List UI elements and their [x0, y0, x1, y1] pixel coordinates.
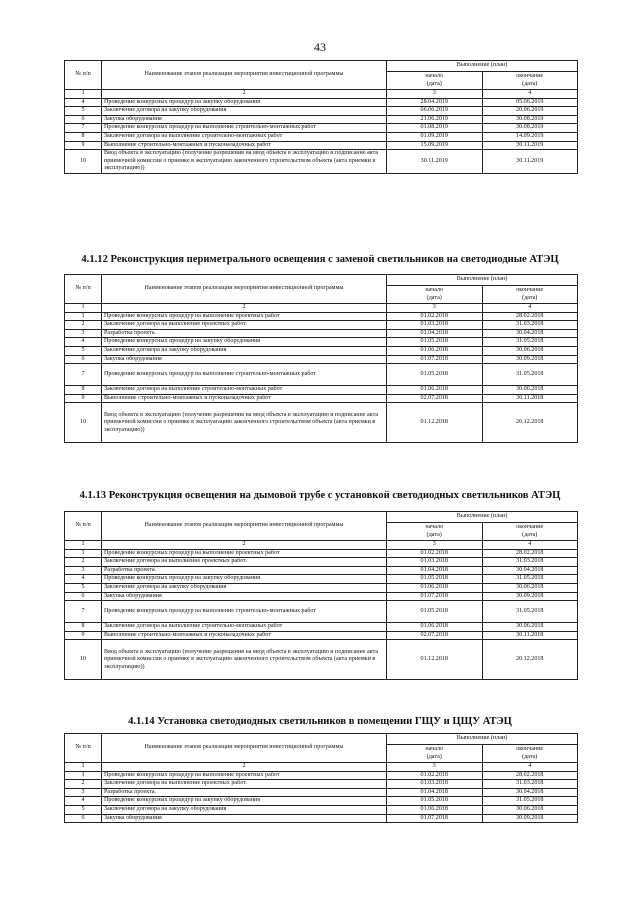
stage-name: Заключение договора на выполнение проектных работ.	[102, 558, 387, 567]
table-row	[65, 124, 578, 133]
start-date: 01.07.2018	[387, 592, 483, 601]
start-date: 01.07.2018	[387, 814, 483, 823]
table-row	[65, 640, 578, 680]
stage-name: Проведение конкурсных процедур на выполнение проектных работ	[102, 549, 387, 558]
row-number: 7	[65, 364, 102, 386]
header-num: № п/п	[65, 61, 102, 90]
end-date: 28.02.2018	[482, 771, 578, 780]
row-number: 8	[65, 623, 102, 632]
stage-name: Проведение конкурсных процедур на закупку оборудования	[102, 575, 387, 584]
stage-name: Проведение конкурсных процедур на выполнение проектных работ	[102, 312, 387, 321]
table-row	[65, 141, 578, 150]
index-cell: 4	[482, 541, 578, 550]
row-number: 10	[65, 403, 102, 443]
stage-name: Выполнение строительно-монтажных и пусконаладочных работ	[102, 631, 387, 640]
schedule-block-4-1-14	[64, 733, 578, 823]
stage-name: Проведение конкурсных процедур на закупку оборудования	[102, 797, 387, 806]
end-date: 30.08.2019	[482, 124, 578, 133]
stage-name: Ввод объекта в эксплуатацию (получение разрешения на ввод объекта в эксплуатацию и подписание акта приемочной комиссии о приемке в эксплуатацию законченного строительством объекта (акта приемки в эксплуатацию))	[102, 403, 387, 443]
start-date: 01.06.2018	[387, 806, 483, 815]
index-cell: 3	[387, 304, 483, 313]
end-date: 30.09.2018	[482, 355, 578, 364]
start-date: 01.08.2019	[387, 124, 483, 133]
table-row	[65, 133, 578, 142]
row-number: 6	[65, 115, 102, 124]
row-number: 4	[65, 98, 102, 107]
header-start: начало (дата)	[387, 72, 483, 90]
end-date: 30.06.2018	[482, 806, 578, 815]
row-number: 2	[65, 321, 102, 330]
schedule-table	[64, 60, 578, 174]
table-row	[65, 386, 578, 395]
stage-name: Разработка проекта.	[102, 329, 387, 338]
row-number: 7	[65, 601, 102, 623]
start-date: 30.11.2019	[387, 150, 483, 174]
stage-name: Проведение конкурсных процедур на выполнение строительно-монтажных работ	[102, 124, 387, 133]
row-number: 10	[65, 640, 102, 680]
table-row	[65, 771, 578, 780]
row-number: 3	[65, 329, 102, 338]
end-date: 31.05.2018	[482, 601, 578, 623]
table-row	[65, 347, 578, 356]
row-number: 5	[65, 107, 102, 116]
end-date: 31.05.2018	[482, 797, 578, 806]
start-date: 01.05.2018	[387, 338, 483, 347]
stage-name: Заключение договора на закупку оборудования	[102, 347, 387, 356]
end-date: 30.06.2018	[482, 584, 578, 593]
stage-name: Разработка проекта.	[102, 788, 387, 797]
stage-name: Выполнение строительно-монтажных и пусконаладочных работ	[102, 141, 387, 150]
table-row	[65, 150, 578, 174]
header-end: окончание (дата)	[482, 72, 578, 90]
end-date: 20.12.2018	[482, 640, 578, 680]
end-date: 30.11.2018	[482, 394, 578, 403]
schedule-block-4-1-13	[64, 511, 578, 680]
section-title: 4.1.13 Реконструкция освещения на дымовой трубе с установкой светодиодных светильников АТЭЦ	[79, 490, 561, 501]
start-date: 01.09.2019	[387, 133, 483, 142]
header-num: № п/п	[65, 734, 102, 763]
stage-name: Закупка оборудования	[102, 115, 387, 124]
start-date: 01.12.2018	[387, 403, 483, 443]
end-date: 30.04.2018	[482, 329, 578, 338]
schedule-table	[64, 733, 578, 823]
end-date: 20.06.2019	[482, 107, 578, 116]
start-date: 02.07.2018	[387, 631, 483, 640]
index-cell: 3	[387, 90, 483, 99]
table-row	[65, 364, 578, 386]
row-number: 2	[65, 780, 102, 789]
end-date: 30.11.2019	[482, 150, 578, 174]
start-date: 01.04.2018	[387, 566, 483, 575]
section-title: 4.1.14 Установка светодиодных светильников в помещении ГЩУ и ЦЩУ АТЭЦ	[128, 716, 512, 727]
start-date: 01.03.2018	[387, 558, 483, 567]
start-date: 01.06.2018	[387, 347, 483, 356]
end-date: 05.06.2019	[482, 98, 578, 107]
table-row	[65, 592, 578, 601]
header-num: № п/п	[65, 512, 102, 541]
table-row	[65, 107, 578, 116]
end-date: 30.09.2018	[482, 592, 578, 601]
end-date: 31.03.2018	[482, 321, 578, 330]
stage-name: Проведение конкурсных процедур на выполнение строительно-монтажных работ	[102, 601, 387, 623]
start-date: 01.04.2018	[387, 329, 483, 338]
row-number: 4	[65, 797, 102, 806]
index-cell: 1	[65, 90, 102, 99]
row-number: 6	[65, 355, 102, 364]
header-name: Наименование этапов реализации мероприятия инвестиционной программы	[102, 61, 387, 90]
header-start: начало (дата)	[387, 286, 483, 304]
row-number: 6	[65, 814, 102, 823]
table-row	[65, 566, 578, 575]
row-number: 2	[65, 558, 102, 567]
stage-name: Заключение договора на закупку оборудования	[102, 584, 387, 593]
table-row	[65, 549, 578, 558]
table-row	[65, 394, 578, 403]
end-date: 28.02.2018	[482, 549, 578, 558]
row-number: 5	[65, 584, 102, 593]
table-row	[65, 355, 578, 364]
end-date: 31.03.2018	[482, 558, 578, 567]
index-cell: 4	[482, 304, 578, 313]
start-date: 01.06.2018	[387, 623, 483, 632]
start-date: 02.07.2018	[387, 394, 483, 403]
table-row	[65, 403, 578, 443]
row-number: 8	[65, 386, 102, 395]
stage-name: Разработка проекта.	[102, 566, 387, 575]
header-start: начало (дата)	[387, 745, 483, 763]
index-cell: 4	[482, 763, 578, 772]
section-title: 4.1.12 Реконструкция периметрального освещения с заменой светильников на светодиодные АТЭЦ	[81, 254, 559, 265]
start-date: 01.05.2018	[387, 364, 483, 386]
header-start: начало (дата)	[387, 523, 483, 541]
row-number: 6	[65, 592, 102, 601]
stage-name: Проведение конкурсных процедур на выполнение проектных работ	[102, 771, 387, 780]
stage-name: Закупка оборудования	[102, 355, 387, 364]
start-date: 01.05.2018	[387, 601, 483, 623]
table-row	[65, 631, 578, 640]
stage-name: Заключение договора на выполнение строительно-монтажных работ	[102, 623, 387, 632]
stage-name: Ввод объекта в эксплуатацию (получение разрешения на ввод объекта в эксплуатацию и подписание акта приемочной комиссии о приемке в эксплуатацию законченного строительством объекта (акта приемки в эксплуатацию))	[102, 640, 387, 680]
table-row	[65, 623, 578, 632]
end-date: 30.06.2018	[482, 623, 578, 632]
row-number: 5	[65, 806, 102, 815]
end-date: 30.06.2018	[482, 347, 578, 356]
stage-name: Проведение конкурсных процедур на закупку оборудования	[102, 98, 387, 107]
table-row	[65, 338, 578, 347]
table-row	[65, 312, 578, 321]
table-row	[65, 98, 578, 107]
stage-name: Заключение договора на выполнение строительно-монтажных работ	[102, 386, 387, 395]
row-number: 5	[65, 347, 102, 356]
table-row	[65, 788, 578, 797]
index-cell: 1	[65, 304, 102, 313]
page-number: 43	[314, 40, 326, 54]
header-num: № п/п	[65, 275, 102, 304]
table-row	[65, 584, 578, 593]
index-cell: 2	[102, 304, 387, 313]
schedule-table	[64, 274, 578, 443]
end-date: 30.11.2018	[482, 631, 578, 640]
start-date: 01.07.2018	[387, 355, 483, 364]
row-number: 10	[65, 150, 102, 174]
end-date: 31.05.2018	[482, 338, 578, 347]
index-cell: 1	[65, 541, 102, 550]
row-number: 4	[65, 575, 102, 584]
header-name: Наименование этапов реализации мероприятия инвестиционной программы	[102, 734, 387, 763]
row-number: 8	[65, 133, 102, 142]
index-cell: 3	[387, 763, 483, 772]
start-date: 15.09.2019	[387, 141, 483, 150]
header-end: окончание (дата)	[482, 523, 578, 541]
stage-name: Заключение договора на закупку оборудования	[102, 806, 387, 815]
table-row	[65, 115, 578, 124]
table-row	[65, 780, 578, 789]
end-date: 30.04.2018	[482, 788, 578, 797]
header-end: окончание (дата)	[482, 745, 578, 763]
row-number: 9	[65, 631, 102, 640]
index-cell: 3	[387, 541, 483, 550]
row-number: 9	[65, 141, 102, 150]
table-row	[65, 329, 578, 338]
end-date: 30.06.2018	[482, 386, 578, 395]
stage-name: Закупка оборудования	[102, 592, 387, 601]
row-number: 1	[65, 549, 102, 558]
index-cell: 2	[102, 90, 387, 99]
start-date: 01.03.2018	[387, 780, 483, 789]
row-number: 9	[65, 394, 102, 403]
index-cell: 2	[102, 541, 387, 550]
end-date: 31.05.2018	[482, 364, 578, 386]
end-date: 31.05.2018	[482, 575, 578, 584]
row-number: 4	[65, 338, 102, 347]
header-end: окончание (дата)	[482, 286, 578, 304]
header-name: Наименование этапов реализации мероприятия инвестиционной программы	[102, 512, 387, 541]
start-date: 28.04.2019	[387, 98, 483, 107]
row-number: 3	[65, 788, 102, 797]
stage-name: Проведение конкурсных процедур на выполнение строительно-монтажных работ	[102, 364, 387, 386]
end-date: 30.09.2018	[482, 814, 578, 823]
table-row	[65, 806, 578, 815]
table-row	[65, 814, 578, 823]
index-cell: 2	[102, 763, 387, 772]
table-row	[65, 601, 578, 623]
header-name: Наименование этапов реализации мероприятия инвестиционной программы	[102, 275, 387, 304]
schedule-block-4-1-12	[64, 274, 578, 443]
table-row	[65, 321, 578, 330]
stage-name: Ввод объекта в эксплуатацию (получение разрешения на ввод объекта в эксплуатацию и подписание акта приемочной комиссии о приемке в эксплуатацию законченного строительством объекта (акта приемки в эксплуатацию))	[102, 150, 387, 174]
end-date: 30.11.2019	[482, 141, 578, 150]
table-row	[65, 558, 578, 567]
start-date: 01.05.2018	[387, 797, 483, 806]
end-date: 28.02.2018	[482, 312, 578, 321]
start-date: 06.06.2019	[387, 107, 483, 116]
index-cell: 4	[482, 90, 578, 99]
row-number: 1	[65, 312, 102, 321]
schedule-block-continuation	[64, 60, 578, 174]
table-row	[65, 575, 578, 584]
header-exec: Выполнение (план)	[387, 734, 578, 745]
stage-name: Заключение договора на закупку оборудования	[102, 107, 387, 116]
header-exec: Выполнение (план)	[387, 512, 578, 523]
stage-name: Выполнение строительно-монтажных и пусконаладочных работ	[102, 394, 387, 403]
header-exec: Выполнение (план)	[387, 275, 578, 286]
start-date: 01.03.2018	[387, 321, 483, 330]
end-date: 14.09.2019	[482, 133, 578, 142]
row-number: 1	[65, 771, 102, 780]
row-number: 7	[65, 124, 102, 133]
row-number: 3	[65, 566, 102, 575]
start-date: 21.06.2019	[387, 115, 483, 124]
end-date: 30.08.2019	[482, 115, 578, 124]
start-date: 01.06.2018	[387, 386, 483, 395]
table-row	[65, 797, 578, 806]
start-date: 01.06.2018	[387, 584, 483, 593]
stage-name: Заключение договора на выполнение проектных работ.	[102, 780, 387, 789]
start-date: 01.04.2018	[387, 788, 483, 797]
start-date: 01.02.2018	[387, 312, 483, 321]
end-date: 31.03.2018	[482, 780, 578, 789]
stage-name: Заключение договора на выполнение проектных работ.	[102, 321, 387, 330]
start-date: 01.05.2018	[387, 575, 483, 584]
stage-name: Проведение конкурсных процедур на закупку оборудования	[102, 338, 387, 347]
end-date: 20.12.2018	[482, 403, 578, 443]
stage-name: Закупка оборудования	[102, 814, 387, 823]
header-exec: Выполнение (план)	[387, 61, 578, 72]
start-date: 01.12.2018	[387, 640, 483, 680]
start-date: 01.02.2018	[387, 771, 483, 780]
end-date: 30.04.2018	[482, 566, 578, 575]
index-cell: 1	[65, 763, 102, 772]
schedule-table	[64, 511, 578, 680]
stage-name: Заключение договора на выполнение строительно-монтажных работ	[102, 133, 387, 142]
start-date: 01.02.2018	[387, 549, 483, 558]
